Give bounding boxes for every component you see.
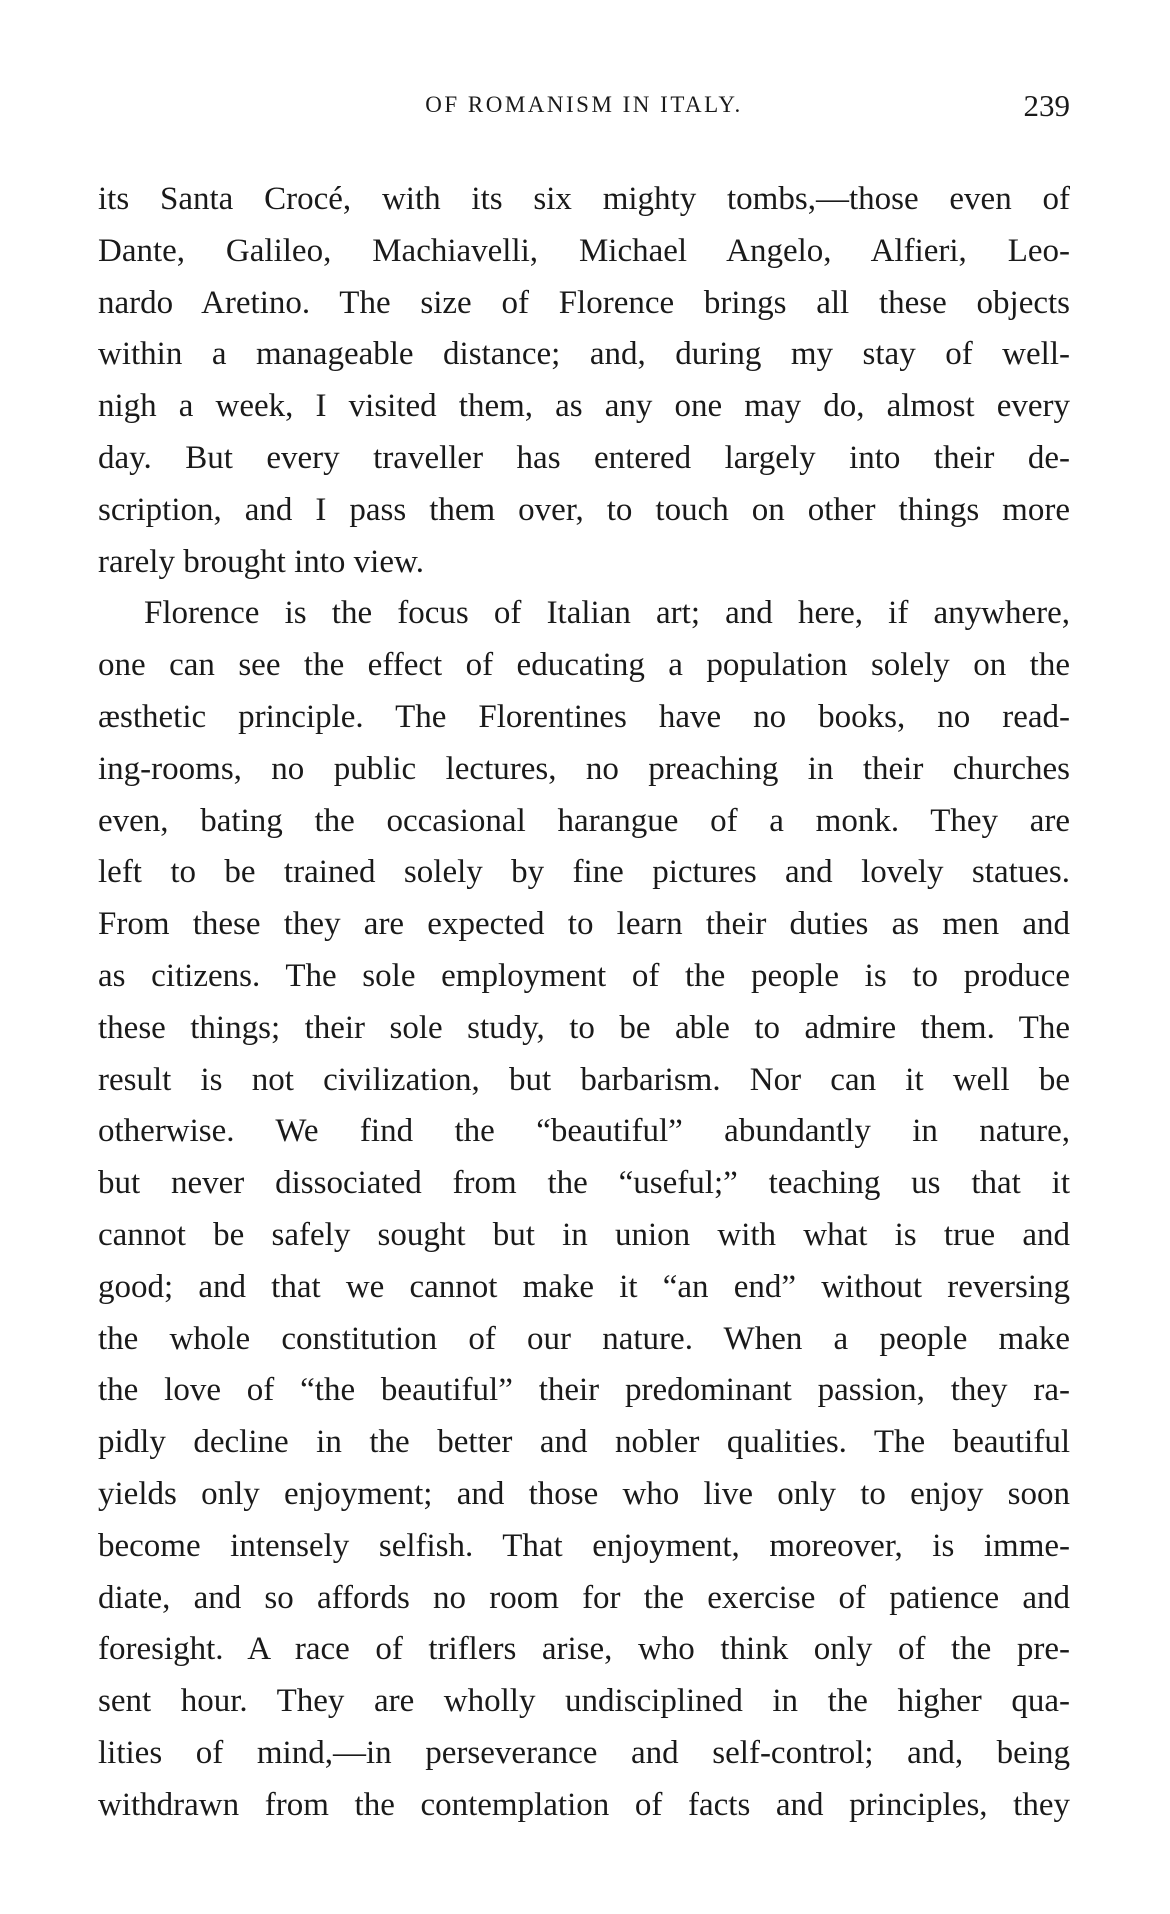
body-text [98,174,1070,1832]
text-line: foresight. A race of triflers arise, who think only of the pre- [98,1631,1070,1668]
text-line: its Santa Crocé, with its six mighty tombs,—those even of [98,181,1070,217]
text-line: result is not civilization, but barbarism. Nor can it well be [98,1061,1070,1098]
text-line: yields only enjoyment; and those who live only to enjoy soon [98,1475,1070,1512]
text-line: diate, and so affords no room for the exercise of patience and [98,1579,1070,1616]
text-line: lities of mind,—in perseverance and self-control; and, being [98,1734,1070,1771]
text-line: sent hour. They are wholly undisciplined in the higher qua- [98,1683,1070,1720]
text-line: the whole constitution of our nature. When a people make [98,1320,1070,1357]
text-line: nardo Aretino. The size of Florence brings all these objects [98,284,1070,321]
text-line: withdrawn from the contemplation of facts and principles, they [98,1786,1070,1823]
running-head: OF ROMANISM IN ITALY. [425,92,743,117]
text-line: nigh a week, I visited them, as any one may do, almost every [98,388,1070,425]
paragraph-2 [98,588,1070,1831]
text-line: From these they are expected to learn their duties as men and [98,906,1070,943]
text-line: pidly decline in the better and nobler qualities. The beautiful [98,1424,1070,1461]
text-line: as citizens. The sole employment of the people is to produce [98,957,1070,994]
text-line: day. But every traveller has entered largely into their de- [98,439,1070,476]
text-line: cannot be safely sought but in union with what is true and [98,1216,1070,1253]
page-header [98,88,1070,132]
paragraph-1 [98,174,1070,588]
text-line: good; and that we cannot make it “an end” without reversing [98,1268,1070,1305]
page-number: 239 [1023,88,1070,123]
text-line: but never dissociated from the “useful;” teaching us that it [98,1165,1070,1202]
text-line: otherwise. We find the “beautiful” abundantly in nature, [98,1113,1070,1150]
text-line: ing-rooms, no public lectures, no preaching in their churches [98,750,1070,787]
text-line: scription, and I pass them over, to touch on other things more [98,491,1070,528]
text-line: the love of “the beautiful” their predominant passion, they ra- [98,1372,1070,1409]
text-line: even, bating the occasional harangue of a monk. They are [98,802,1070,839]
text-line: Florence is the focus of Italian art; and here, if anywhere, [144,595,1070,632]
text-line: left to be trained solely by fine pictures and lovely statues. [98,854,1070,891]
text-line: these things; their sole study, to be able to admire them. The [98,1009,1070,1046]
text-line: rarely brought into view. [98,543,424,580]
text-line: within a manageable distance; and, during my stay of well- [98,336,1070,373]
text-line: æsthetic principle. The Florentines have no books, no read- [98,698,1070,735]
text-line: become intensely selfish. That enjoyment, moreover, is imme- [98,1527,1070,1564]
text-line: Dante, Galileo, Machiavelli, Michael Angelo, Alfieri, Leo- [98,232,1070,269]
text-line: one can see the effect of educating a population solely on the [98,647,1070,684]
